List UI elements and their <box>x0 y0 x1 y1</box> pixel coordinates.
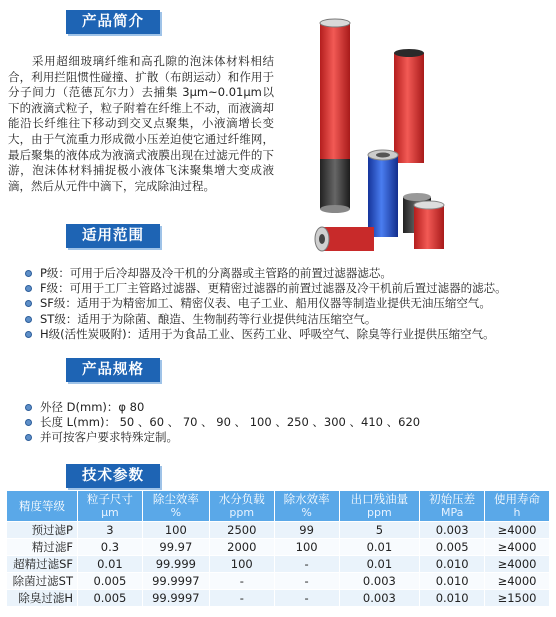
column-header: 除尘效率 % <box>142 491 209 522</box>
table-cell: 0.003 <box>339 573 420 590</box>
bullet-icon <box>25 404 32 411</box>
table-cell: 100 <box>209 556 274 573</box>
red-filter-tall-left <box>320 19 350 213</box>
table-cell: 99 <box>274 522 339 539</box>
column-header: 精度等级 <box>7 491 78 522</box>
table-cell: 100 <box>274 539 339 556</box>
table-row <box>7 590 550 607</box>
table-cell: ≥4000 <box>485 539 550 556</box>
table-row <box>7 539 550 556</box>
table-cell: ≥4000 <box>485 556 550 573</box>
table-cell: 0.3 <box>78 539 143 556</box>
table-cell: 2000 <box>209 539 274 556</box>
table-row <box>7 573 550 590</box>
list-item: F级：可用于工厂主管路过滤器、更精密过滤器的前置过滤器及冷干机前后置过滤器的滤芯。 <box>22 281 552 296</box>
table-cell: 0.005 <box>78 573 143 590</box>
column-header: 水分负载 ppm <box>209 491 274 522</box>
table-cell: 5 <box>339 522 420 539</box>
table-cell: 0.01 <box>339 539 420 556</box>
table-cell: 预过滤P <box>7 522 78 539</box>
use-list <box>22 266 552 342</box>
black-filter-small <box>403 193 444 249</box>
bullet-icon <box>25 316 32 323</box>
table-cell: 2500 <box>209 522 274 539</box>
section-title-intro: 产品简介 <box>66 10 160 34</box>
table-row <box>7 522 550 539</box>
column-header: 使用寿命 h <box>485 491 550 522</box>
bullet-icon <box>25 331 32 338</box>
table-cell: 99.9997 <box>142 590 209 607</box>
intro-paragraph <box>8 54 274 194</box>
list-item: 外径 D(mm)：φ 80 <box>22 400 552 415</box>
section-title-use: 适用范围 <box>66 224 160 248</box>
bullet-icon <box>25 300 32 307</box>
table-cell: - <box>209 573 274 590</box>
table-cell: 精过滤F <box>7 539 78 556</box>
table-cell: 0.010 <box>420 590 485 607</box>
table-cell: 0.003 <box>420 522 485 539</box>
table-cell: 0.010 <box>420 573 485 590</box>
column-header: 除水效率 % <box>274 491 339 522</box>
table-cell: ≥4000 <box>485 522 550 539</box>
table-cell: 100 <box>142 522 209 539</box>
table-cell: - <box>209 590 274 607</box>
table-cell: 除菌过滤ST <box>7 573 78 590</box>
table-cell: 0.005 <box>78 590 143 607</box>
bullet-icon <box>25 270 32 277</box>
table-cell: 99.97 <box>142 539 209 556</box>
table-cell: 0.01 <box>339 556 420 573</box>
table-cell: ≥4000 <box>485 573 550 590</box>
red-filter-lying <box>315 227 374 251</box>
list-item: H级(活性炭吸附)：适用于为食品工业、医药工业、呼吸空气、除臭等行业提供压缩空气。 <box>22 327 552 342</box>
blue-filter <box>368 150 398 237</box>
column-header: 初始压差 MPa <box>420 491 485 522</box>
table-cell: 0.003 <box>339 590 420 607</box>
spec-list <box>22 400 552 446</box>
table-cell: ≥1500 <box>485 590 550 607</box>
bullet-icon <box>25 285 32 292</box>
table-row <box>7 556 550 573</box>
table-cell: 3 <box>78 522 143 539</box>
table-cell: 0.01 <box>78 556 143 573</box>
list-item: SF级：适用于为精密加工、精密仪表、电子工业、船用仪器等制造业提供无油压缩空气。 <box>22 296 552 311</box>
table-cell: 99.9997 <box>142 573 209 590</box>
filter-elements-photo <box>308 15 452 255</box>
column-header: 粒子尺寸 μm <box>78 491 143 522</box>
list-item: P级：可用于后冷却器及冷干机的分离器或主管路的前置过滤器滤芯。 <box>22 266 552 281</box>
intro-text: 采用超细玻璃纤维和高孔隙的泡沫体材料相结合，利用拦阻惯性碰撞、扩散（布朗运动）和作用于分子间力（范德瓦尔力）去捕集 3μm~0.01μm以下的液滴式粒子，粒子附着在纤维上不动，而液滴却能沿长纤维往下移动到交叉点聚集，小液滴增长变大，由于气流重力形成微小压差迫使它通过纤维网，最后聚集的液体成为液滴式液膜出现在过滤元件的下游，泡沫体材料捕捉极小液体飞沫聚集增大变成液滴，然后从元件中滴下，完成除油过程。 <box>8 54 274 193</box>
section-title-spec: 产品规格 <box>66 358 160 382</box>
list-item: 并可按客户要求特殊定制。 <box>22 430 552 445</box>
table-cell: - <box>274 590 339 607</box>
bullet-icon <box>25 419 32 426</box>
tech-params-table <box>6 490 550 607</box>
column-header: 出口残油量 ppm <box>339 491 420 522</box>
list-item: ST级：适用于为除菌、酿造、生物制药等行业提供纯洁压缩空气。 <box>22 312 552 327</box>
table-header-row <box>7 491 550 522</box>
table-cell: 除臭过滤H <box>7 590 78 607</box>
table-cell: - <box>274 573 339 590</box>
red-filter-tall-right <box>394 49 424 163</box>
section-title-tech: 技术参数 <box>66 464 160 488</box>
bullet-icon <box>25 434 32 441</box>
table-cell: 超精过滤SF <box>7 556 78 573</box>
table-cell: - <box>274 556 339 573</box>
table-cell: 99.999 <box>142 556 209 573</box>
list-item: 长度 L(mm)： 50 、60 、 70 、 90 、 100 、250 、300 、410 、620 <box>22 415 552 430</box>
table-cell: 0.010 <box>420 556 485 573</box>
table-cell: 0.005 <box>420 539 485 556</box>
